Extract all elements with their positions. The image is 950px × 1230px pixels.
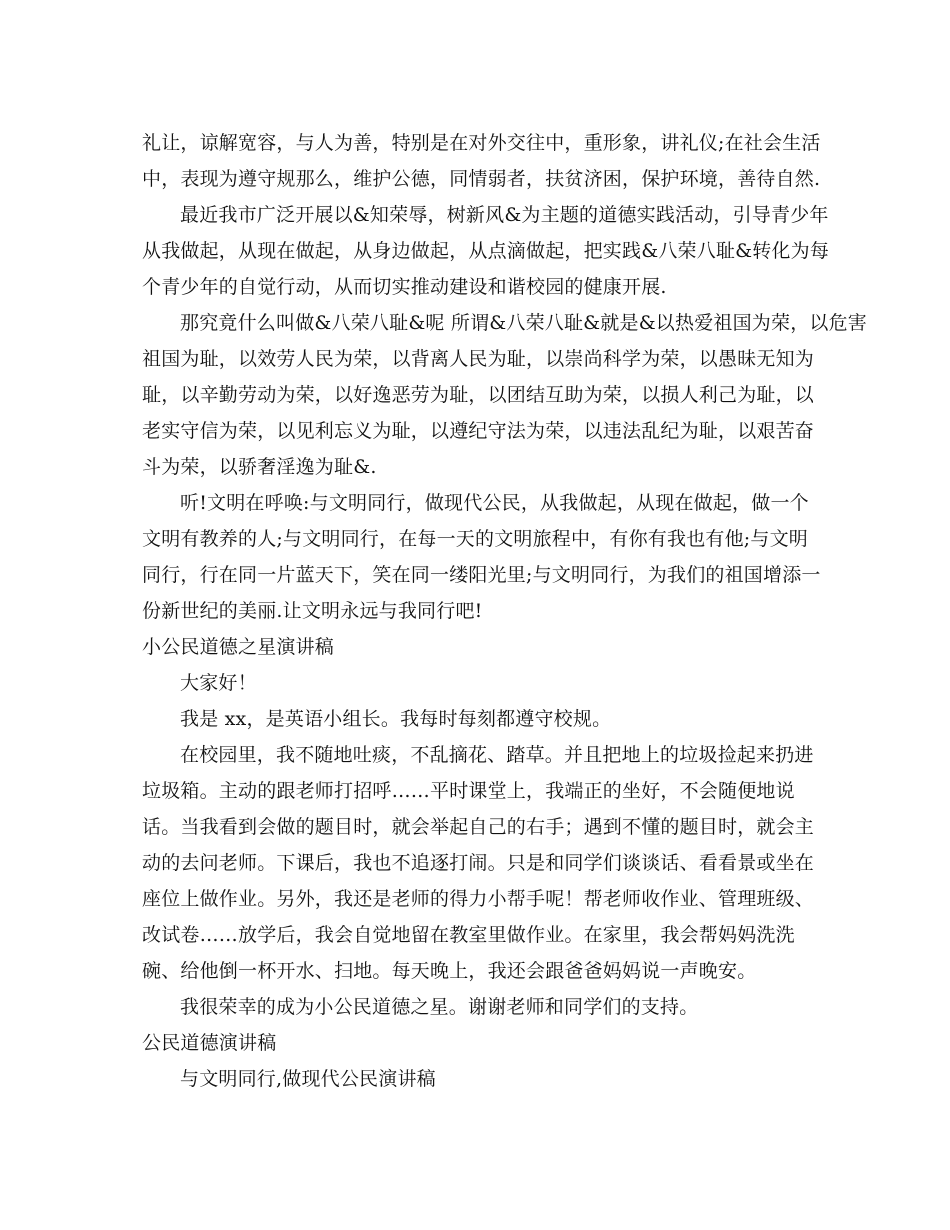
subtitle-line: 与文明同行,做现代公民演讲稿 [180, 1068, 436, 1090]
text-line: 耻，以辛勤劳动为荣，以好逸恶劳为耻，以团结互助为荣，以损人利己为耻，以 [142, 384, 815, 406]
text-line: 礼让，谅解宽容，与人为善，特别是在对外交往中，重形象，讲礼仪;在社会生活 [142, 132, 821, 154]
paragraph-start-line: 我很荣幸的成为小公民道德之星。谢谢老师和同学们的支持。 [180, 996, 699, 1018]
section-title: 小公民道德之星演讲稿 [142, 636, 335, 658]
text-line: 改试卷……放学后，我会自觉地留在教室里做作业。在家里，我会帮妈妈洗洗 [142, 924, 795, 946]
text-line: 从我做起，从现在做起，从身边做起，从点滴做起，把实践&八荣八耻&转化为每 [142, 240, 830, 262]
paragraph-start-line: 我是 xx，是英语小组长。我每时每刻都遵守校规。 [180, 708, 612, 730]
text-line: 份新世纪的美丽.让文明永远与我同行吧! [142, 600, 483, 622]
text-line: 文明有教养的人;与文明同行，在每一天的文明旅程中，有你有我也有他;与文明 [142, 528, 809, 550]
text-line: 垃圾箱。主动的跟老师打招呼……平时课堂上，我端正的坐好，不会随便地说 [142, 780, 795, 802]
text-line: 动的去问老师。下课后，我也不追逐打闹。只是和同学们谈谈话、看看景或坐在 [142, 852, 815, 874]
paragraph-start-line: 在校园里，我不随地吐痰，不乱摘花、踏草。并且把地上的垃圾捡起来扔进 [180, 744, 814, 766]
text-line: 个青少年的自觉行动，从而切实推动建设和谐校园的健康开展. [142, 276, 667, 298]
section-title: 公民道德演讲稿 [142, 1032, 277, 1054]
text-line: 同行，行在同一片蓝天下，笑在同一缕阳光里;与文明同行，为我们的祖国增添一 [142, 564, 821, 586]
text-line: 座位上做作业。另外，我还是老师的得力小帮手呢！帮老师收作业、管理班级、 [142, 888, 815, 910]
text-line: 碗、给他倒一杯开水、扫地。每天晚上，我还会跟爸爸妈妈说一声晚安。 [142, 960, 757, 982]
text-line: 话。当我看到会做的题目时，就会举起自己的右手；遇到不懂的题目时，就会主 [142, 816, 815, 838]
paragraph-start-line: 那究竟什么叫做&八荣八耻&呢 所谓&八荣八耻&就是&以热爱祖国为荣，以危害 [180, 312, 868, 334]
paragraph-start-line: 最近我市广泛开展以&知荣辱，树新风&为主题的道德实践活动，引导青少年 [180, 204, 829, 226]
paragraph-start-line: 听!文明在呼唤:与文明同行，做现代公民，从我做起，从现在做起，做一个 [180, 492, 809, 514]
text-line: 祖国为耻，以效劳人民为荣，以背离人民为耻，以崇尚科学为荣，以愚昧无知为 [142, 348, 815, 370]
text-line: 中，表现为遵守规那么，维护公德，同情弱者，扶贫济困，保护环境，善待自然. [142, 168, 821, 190]
text-line: 老实守信为荣，以见利忘义为耻，以遵纪守法为荣，以违法乱纪为耻，以艰苦奋 [142, 420, 815, 442]
greeting-line: 大家好！ [180, 672, 257, 694]
text-line: 斗为荣，以骄奢淫逸为耻&. [142, 456, 377, 478]
